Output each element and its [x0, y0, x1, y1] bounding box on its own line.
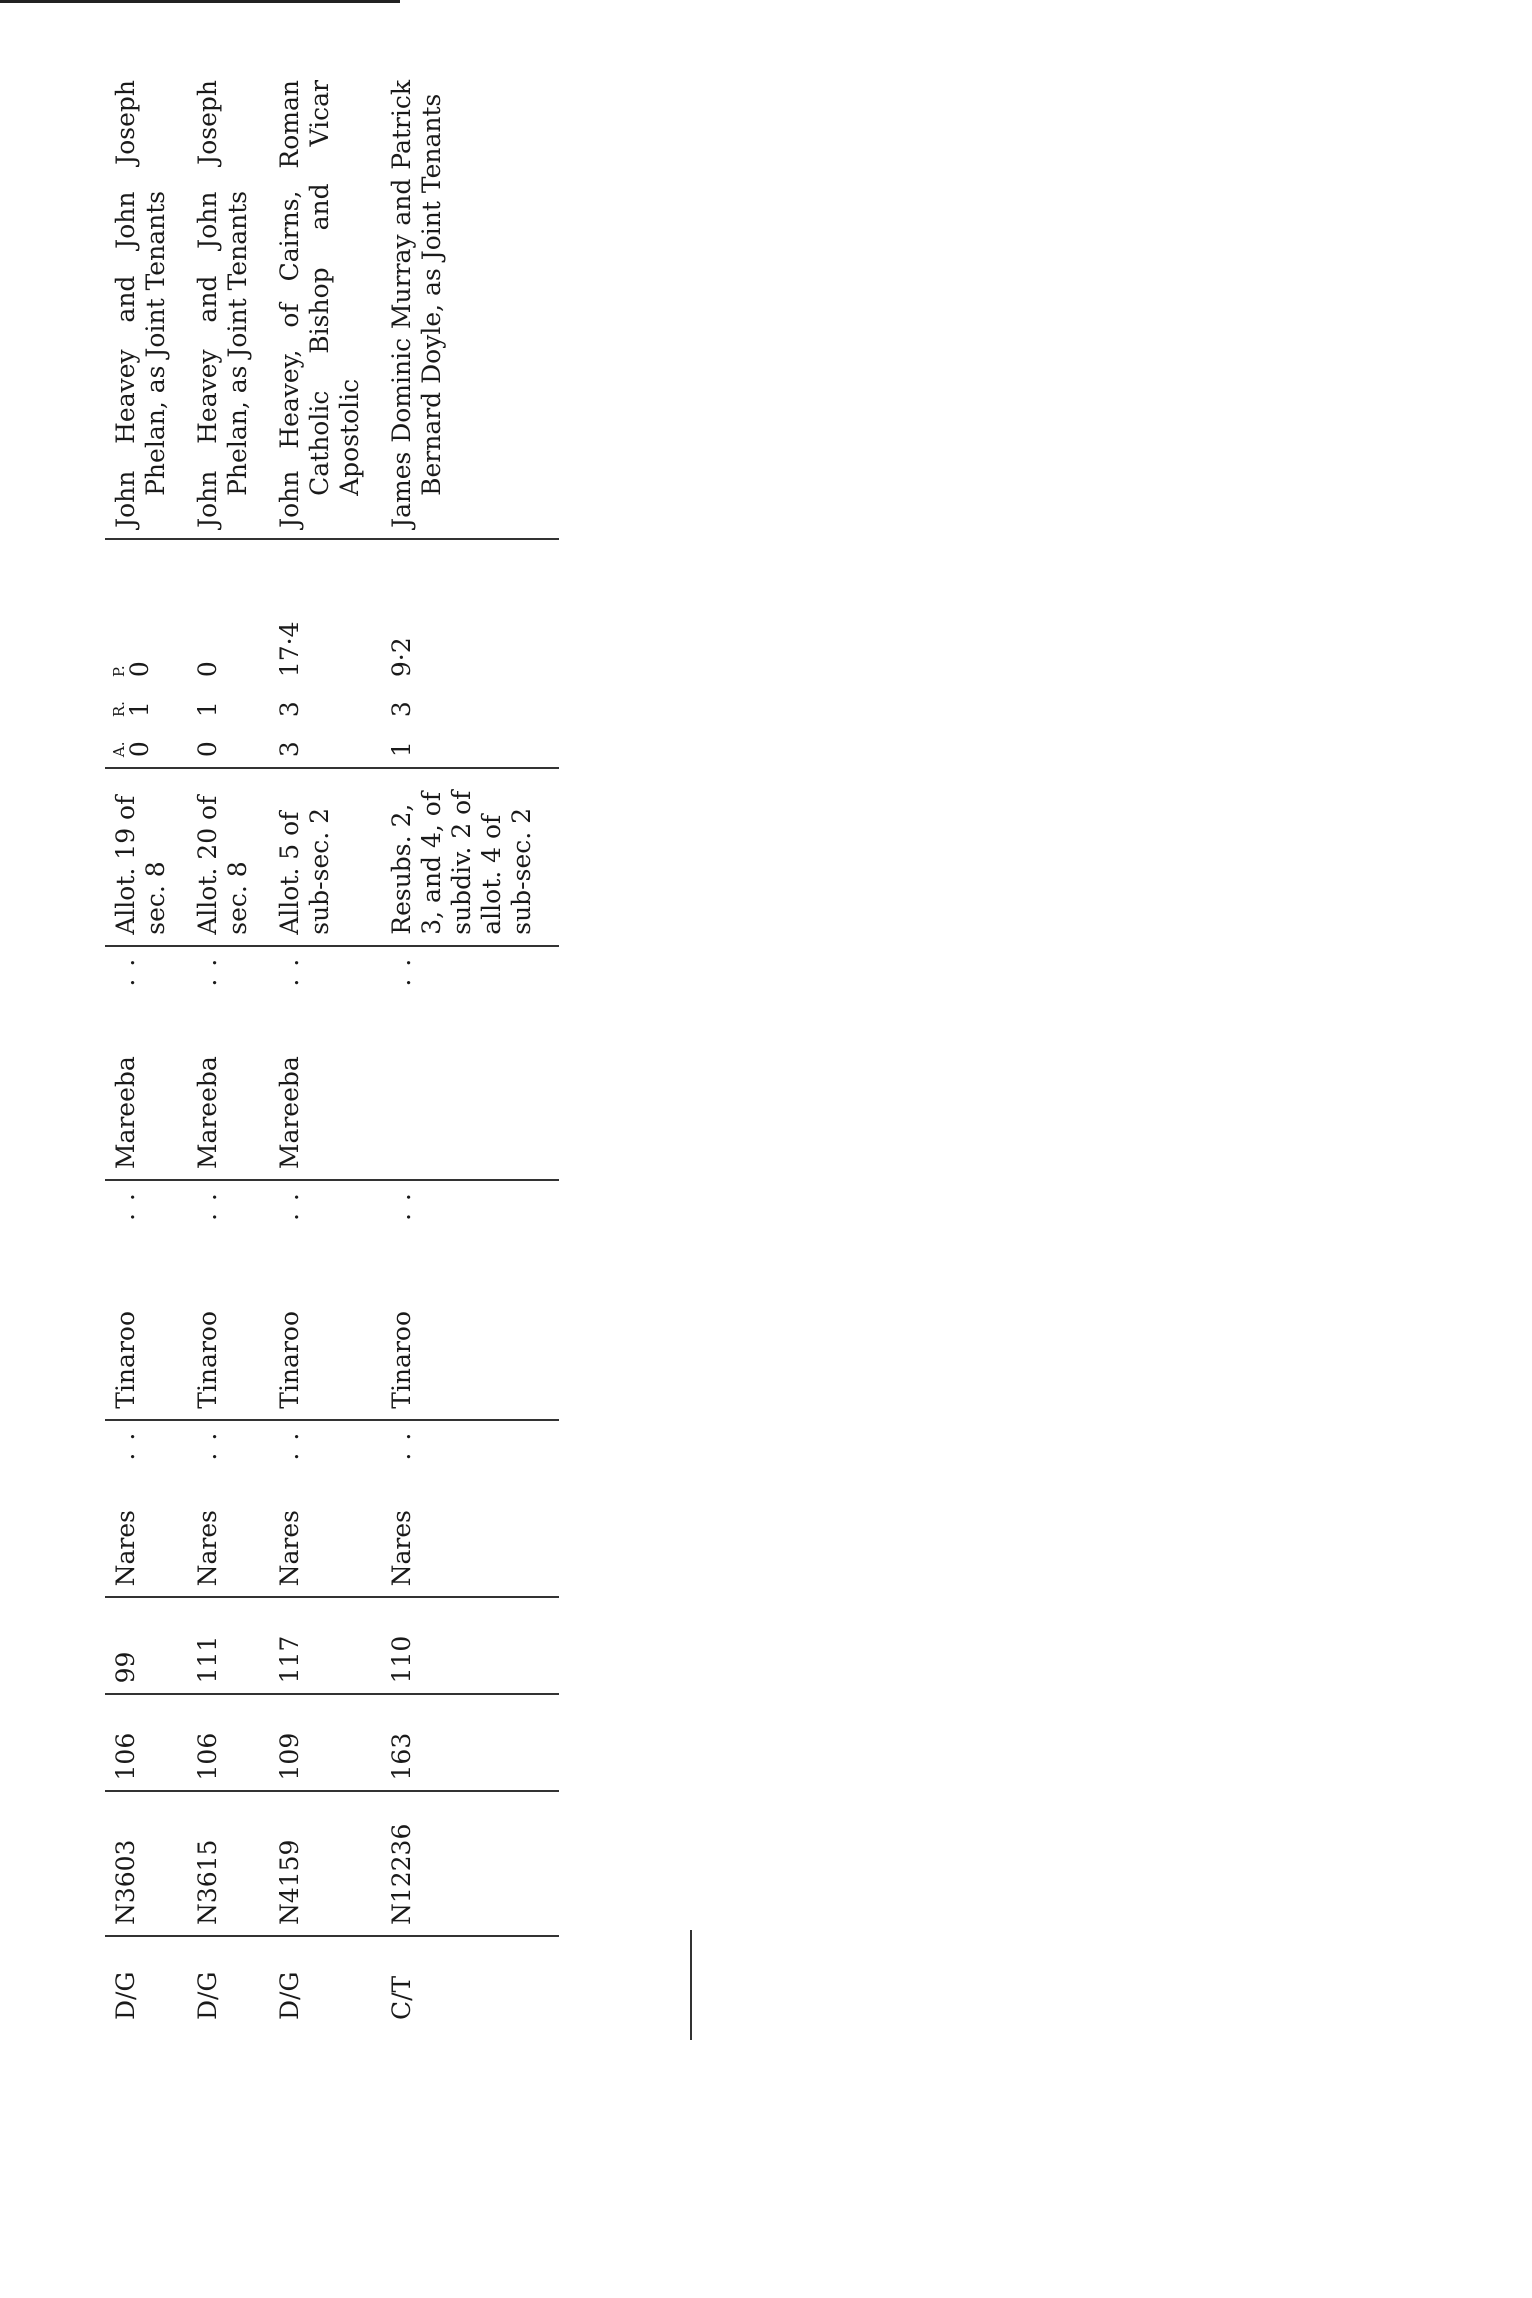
deed-number: N4159 — [275, 1791, 387, 1936]
locality-cell — [193, 946, 275, 1180]
parish: Tinaroo — [387, 1311, 416, 1409]
folio: 110 — [387, 1597, 559, 1694]
deed-number: N3603 — [105, 1791, 193, 1936]
parish-cell — [275, 1180, 387, 1420]
land-register-table — [105, 70, 559, 2030]
area-cell — [387, 539, 559, 768]
leader-dots: . . — [111, 956, 140, 987]
owner: James Dominic Murray and Patrick Bernard Doyle, as Joint Tenants — [387, 80, 446, 528]
parish-cell — [105, 1180, 193, 1420]
county: Nares — [387, 1509, 416, 1587]
owner: John Heavey and John Joseph Phelan, as Joint Tenants — [193, 80, 252, 528]
roods: 3 — [387, 701, 416, 718]
locality-cell — [387, 946, 559, 1180]
table-row — [387, 70, 559, 2030]
perches-header: P. — [110, 665, 128, 678]
county-cell — [275, 1420, 387, 1598]
acres: 0 — [193, 741, 222, 758]
volume: 106 — [105, 1694, 193, 1791]
deed-number: N3615 — [193, 1791, 275, 1936]
table-row — [105, 70, 193, 2030]
leader-dots: . . — [275, 1430, 304, 1461]
parish: Tinaroo — [275, 1311, 304, 1409]
table-row — [193, 70, 275, 2030]
description: Resubs. 2, 3, and 4, of subdiv. 2 of allot. 4 of sub-sec. 2 — [387, 768, 559, 946]
county-cell — [193, 1420, 275, 1598]
leader-dots: . . — [193, 1430, 222, 1461]
perches: 9·2 — [387, 637, 416, 678]
roods-header: R. — [110, 701, 128, 718]
parish: Tinaroo — [193, 1311, 222, 1409]
deed-number: N12236 — [387, 1791, 559, 1936]
county: Nares — [111, 1509, 140, 1587]
area-cell — [193, 539, 275, 768]
leader-dots: . . — [387, 1430, 416, 1461]
land-register-table-wrap — [105, 70, 705, 2030]
area-values — [125, 550, 155, 757]
margin-rule — [690, 1930, 692, 2040]
volume: 163 — [387, 1694, 559, 1791]
title-type: C/T — [387, 1975, 416, 2020]
area-cell — [275, 539, 387, 768]
parish-cell — [193, 1180, 275, 1420]
parish-cell — [387, 1180, 559, 1420]
folio: 111 — [193, 1597, 275, 1694]
acres: 3 — [275, 741, 304, 758]
locality: Mareeba — [275, 1056, 304, 1170]
leader-dots: . . — [387, 1191, 416, 1221]
leader-dots: . . — [275, 1191, 304, 1221]
owner-cell — [105, 70, 193, 539]
owner: John Heavey and John Joseph Phelan, as Joint Tenants — [111, 80, 170, 528]
acres: 1 — [387, 741, 416, 758]
roods: 1 — [193, 701, 222, 718]
folio: 117 — [275, 1597, 387, 1694]
table-row — [275, 70, 387, 2030]
county-cell — [105, 1420, 193, 1598]
county: Nares — [193, 1509, 222, 1587]
perches: 0 — [193, 661, 222, 678]
leader-dots: . . — [387, 956, 416, 987]
title-type: D/G — [193, 1971, 222, 2020]
volume: 109 — [275, 1694, 387, 1791]
description: Allot. 5 of sub-sec. 2 — [275, 768, 387, 946]
county: Nares — [275, 1509, 304, 1587]
description: Allot. 19 of sec. 8 — [105, 768, 193, 946]
locality: Mareeba — [111, 1056, 140, 1170]
area-values — [193, 550, 223, 757]
title-type: D/G — [111, 1971, 140, 2020]
volume: 106 — [193, 1694, 275, 1791]
title-type: D/G — [275, 1971, 304, 2020]
leader-dots: . . — [111, 1191, 140, 1221]
locality: Mareeba — [193, 1056, 222, 1170]
top-rule — [0, 0, 400, 3]
leader-dots: . . — [111, 1430, 140, 1461]
locality-cell — [275, 946, 387, 1180]
owner-cell — [275, 70, 387, 539]
folio: 99 — [105, 1597, 193, 1694]
leader-dots: . . — [275, 956, 304, 987]
perches: 0 — [125, 661, 154, 678]
perches: 17·4 — [275, 621, 304, 678]
area-values — [275, 550, 305, 757]
owner-cell — [193, 70, 275, 539]
owner: John Heavey, of Cairns, Roman Catholic Bishop and Vicar Apostolic — [275, 80, 364, 528]
county-cell — [387, 1420, 559, 1598]
leader-dots: . . — [193, 1191, 222, 1221]
acres-header: A. — [110, 741, 128, 758]
area-cell — [105, 539, 193, 768]
parish: Tinaroo — [111, 1311, 140, 1409]
description: Allot. 20 of sec. 8 — [193, 768, 275, 946]
locality-cell — [105, 946, 193, 1180]
owner-cell — [387, 70, 559, 539]
area-values — [387, 550, 417, 757]
roods: 3 — [275, 701, 304, 718]
acres: 0 — [125, 741, 154, 758]
leader-dots: . . — [193, 956, 222, 987]
roods: 1 — [125, 701, 154, 718]
